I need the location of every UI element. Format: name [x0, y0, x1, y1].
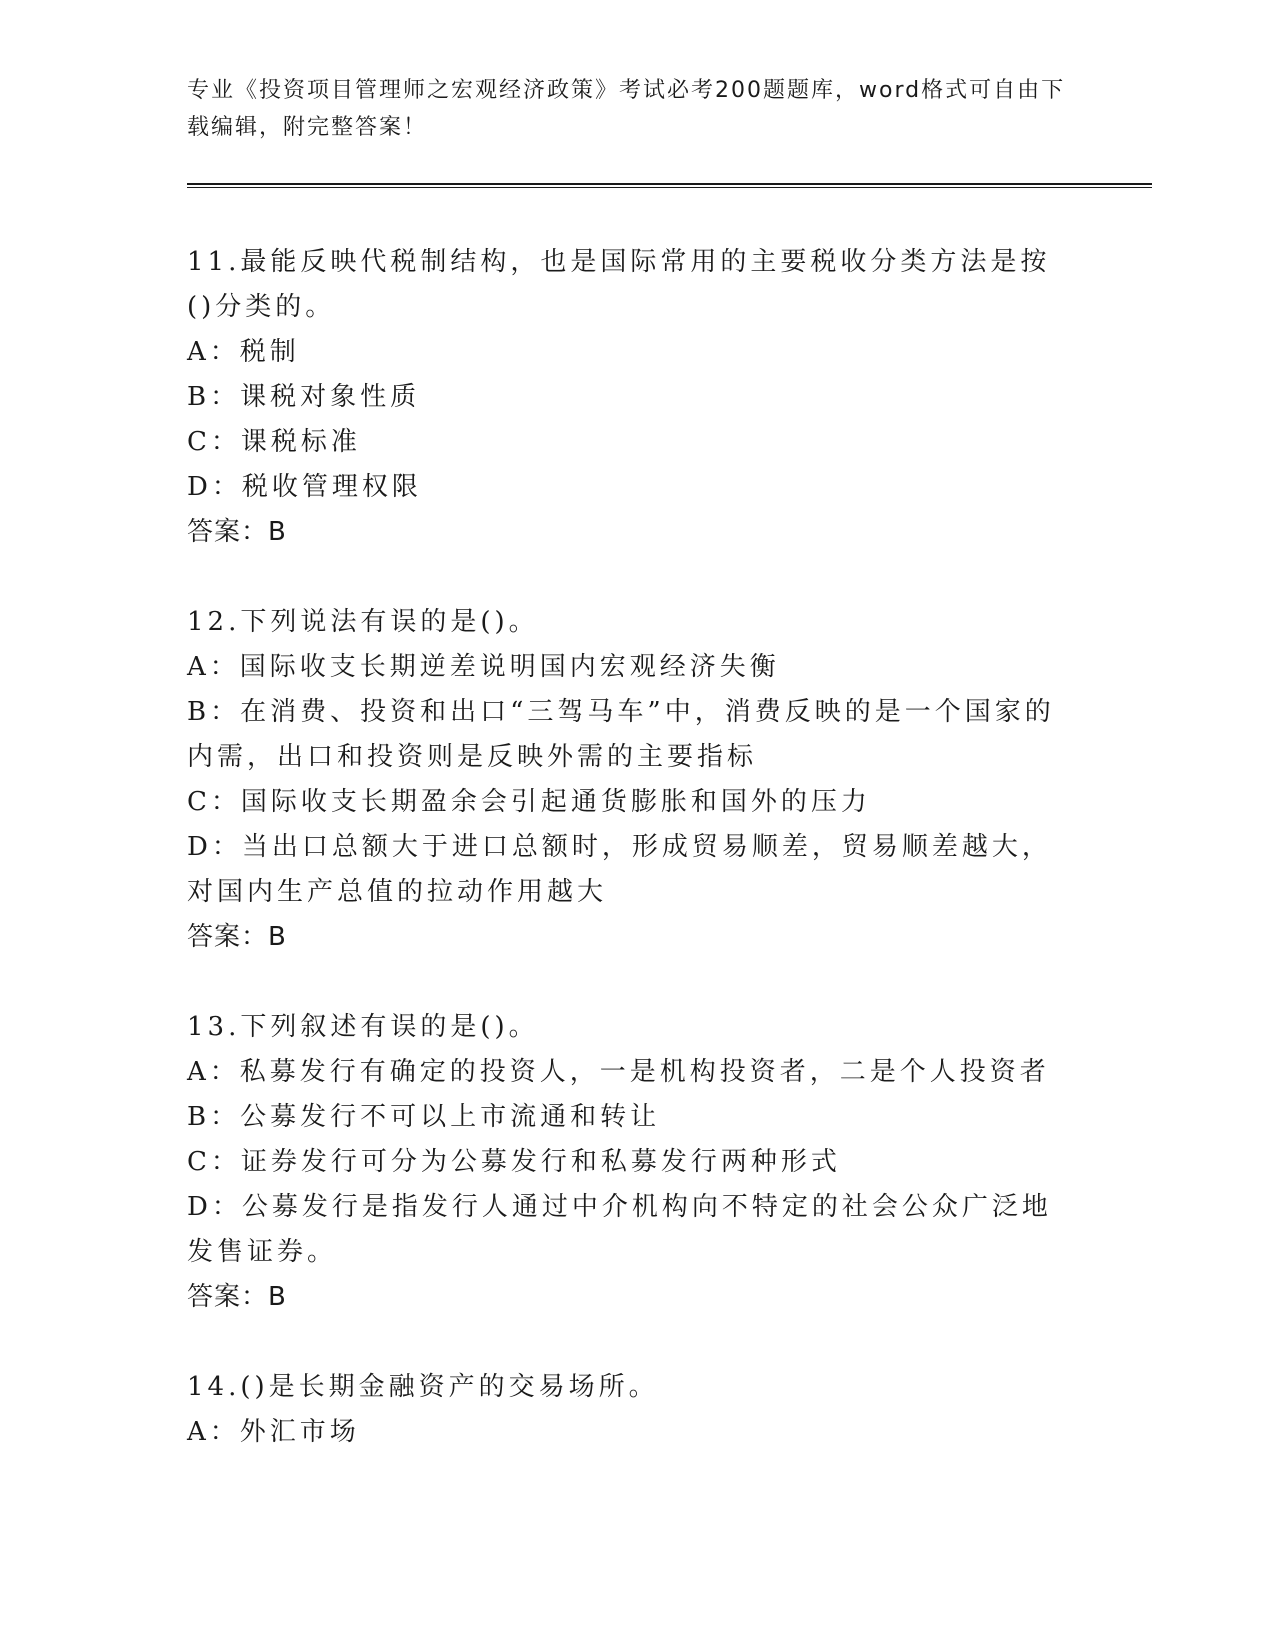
- option-c: C：证券发行可分为公募发行和私募发行两种形式: [187, 1147, 841, 1177]
- option-c: C：国际收支长期盈余会引起通货膨胀和国外的压力: [187, 787, 871, 817]
- question-12: [187, 600, 1152, 960]
- option-a: A：私募发行有确定的投资人，一是机构投资者，二是个人投资者: [187, 1057, 1050, 1087]
- document-header: 专业《投资项目管理师之宏观经济政策》考试必考200题题库，word格式可自由下载编辑，附完整答案！: [187, 78, 1066, 140]
- answer-line: 答案：B: [187, 517, 287, 547]
- question-14: [187, 1365, 1152, 1455]
- option-b: B：课税对象性质: [187, 382, 421, 412]
- question-11: [187, 240, 1152, 555]
- answer-line: 答案：B: [187, 1282, 287, 1312]
- option-c: C：课税标准: [187, 427, 361, 457]
- option-d: D：公募发行是指发行人通过中介机构向不特定的社会公众广泛地发售证券。: [187, 1192, 1052, 1267]
- question-stem: 11.最能反映代税制结构，也是国际常用的主要税收分类方法是按()分类的。: [187, 247, 1051, 322]
- question-stem: 13.下列叙述有误的是()。: [187, 1012, 539, 1042]
- option-a: A：国际收支长期逆差说明国内宏观经济失衡: [187, 652, 780, 682]
- option-b: B：在消费、投资和出口“三驾马车”中，消费反映的是一个国家的内需，出口和投资则是反映外需的主要指标: [187, 697, 1055, 772]
- question-stem: 12.下列说法有误的是()。: [187, 607, 539, 637]
- option-d: D：当出口总额大于进口总额时，形成贸易顺差，贸易顺差越大，对国内生产总值的拉动作用越大: [187, 832, 1052, 907]
- option-a: A：税制: [187, 337, 300, 367]
- option-d: D：税收管理权限: [187, 472, 422, 502]
- header-rule-thick: [187, 183, 1152, 185]
- question-13: [187, 1005, 1152, 1320]
- answer-line: 答案：B: [187, 922, 287, 952]
- question-stem: 14.()是长期金融资产的交易场所。: [187, 1372, 659, 1402]
- option-a: A：外汇市场: [187, 1417, 360, 1447]
- header-rule-thin: [187, 187, 1152, 188]
- option-b: B：公募发行不可以上市流通和转让: [187, 1102, 661, 1132]
- question-list: [187, 240, 1152, 1455]
- document-page: [187, 72, 1152, 1500]
